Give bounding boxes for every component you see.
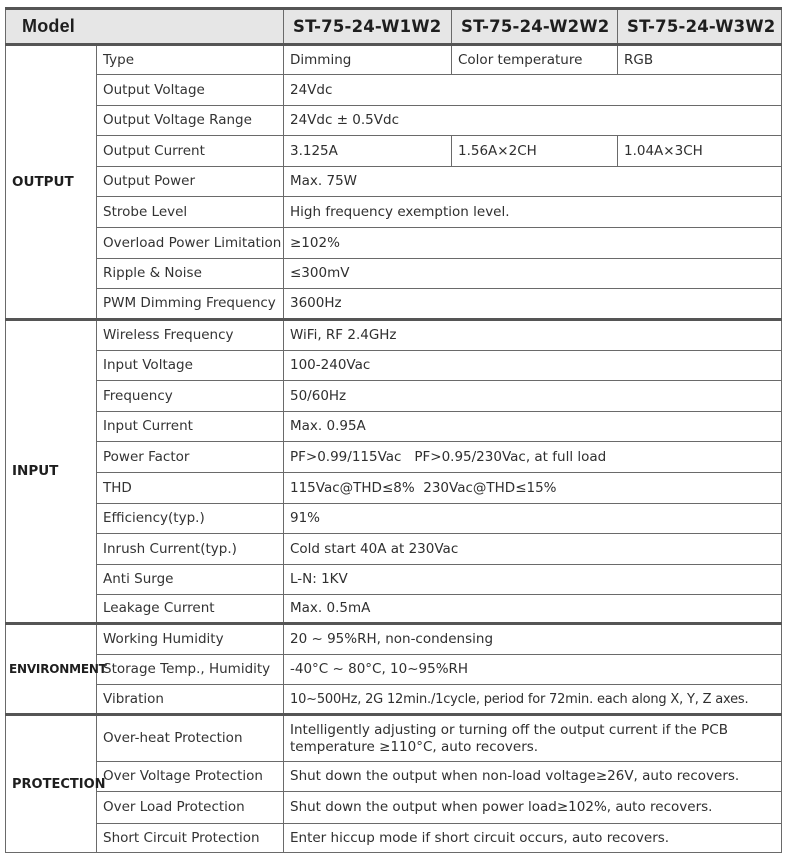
row-value: 24Vdc ± 0.5Vdc: [284, 106, 782, 136]
row-label: Leakage Current: [97, 595, 284, 624]
row-label: Over-heat Protection: [97, 715, 284, 762]
row-value: 91%: [284, 504, 782, 534]
spec-row-pwm-dimming-frequency: [6, 289, 782, 320]
spec-row-efficiency: [6, 504, 782, 534]
row-value: Color temperature: [452, 45, 618, 75]
spec-row-over-heat: [6, 715, 782, 762]
spec-row-anti-surge: [6, 565, 782, 595]
row-value: 3.125A: [284, 136, 452, 167]
row-value: 20 ~ 95%RH, non-condensing: [284, 624, 782, 655]
row-label: PWM Dimming Frequency: [97, 289, 284, 320]
spec-row-output-voltage-range: [6, 106, 782, 136]
row-label: Input Current: [97, 412, 284, 442]
header-row: [6, 9, 782, 45]
spec-row-leakage-current: [6, 595, 782, 624]
row-value: 3600Hz: [284, 289, 782, 320]
spec-row-storage-temp-humidity: [6, 655, 782, 685]
model-col-w2w2: ST-75-24-W2W2: [452, 9, 618, 45]
row-value: Intelligently adjusting or turning off the output current if the PCB temperature ≥110°C, auto recovers.: [284, 715, 782, 762]
row-label: Over Voltage Protection: [97, 762, 284, 792]
spec-row-output-power: [6, 167, 782, 197]
row-value: Max. 0.95A: [284, 412, 782, 442]
row-label: Output Current: [97, 136, 284, 167]
row-value: 24Vdc: [284, 75, 782, 106]
row-label: Frequency: [97, 381, 284, 412]
spec-row-output-voltage: [6, 75, 782, 106]
spec-table: [5, 7, 782, 853]
row-value: Enter hiccup mode if short circuit occurs, auto recovers.: [284, 824, 782, 853]
row-label: Output Voltage: [97, 75, 284, 106]
row-value: L-N: 1KV: [284, 565, 782, 595]
spec-row-power-factor: [6, 442, 782, 473]
row-label: THD: [97, 473, 284, 504]
section-environment: ENVIRONMENT: [6, 624, 97, 715]
spec-row-over-load: [6, 792, 782, 824]
row-value: 10~500Hz, 2G 12min./1cycle, period for 72min. each along X, Y, Z axes.: [284, 685, 782, 715]
spec-row-ripple-noise: [6, 259, 782, 289]
row-value: Max. 0.5mA: [284, 595, 782, 624]
row-value: High frequency exemption level.: [284, 197, 782, 228]
spec-row-vibration: [6, 685, 782, 715]
row-value: Shut down the output when power load≥102%, auto recovers.: [284, 792, 782, 824]
row-value: 100-240Vac: [284, 351, 782, 381]
spec-row-input-current: [6, 412, 782, 442]
row-label: Wireless Frequency: [97, 320, 284, 351]
row-value: 115Vac@THD≤8% 230Vac@THD≤15%: [284, 473, 782, 504]
row-label: Power Factor: [97, 442, 284, 473]
row-label: Working Humidity: [97, 624, 284, 655]
spec-row-input-voltage: [6, 351, 782, 381]
row-value: Max. 75W: [284, 167, 782, 197]
model-header: Model: [6, 9, 284, 45]
row-value: ≤300mV: [284, 259, 782, 289]
spec-row-frequency: [6, 381, 782, 412]
row-label: Inrush Current(typ.): [97, 534, 284, 565]
row-label: Output Power: [97, 167, 284, 197]
section-protection: PROTECTION: [6, 715, 97, 853]
row-label: Overload Power Limitation: [97, 228, 284, 259]
row-label: Strobe Level: [97, 197, 284, 228]
row-value: 1.56A×2CH: [452, 136, 618, 167]
row-value: Dimming: [284, 45, 452, 75]
row-label: Ripple & Noise: [97, 259, 284, 289]
model-col-w1w2: ST-75-24-W1W2: [284, 9, 452, 45]
row-label: Short Circuit Protection: [97, 824, 284, 853]
spec-row-overload-power-limitation: [6, 228, 782, 259]
row-label: Efficiency(typ.): [97, 504, 284, 534]
spec-row-working-humidity: [6, 624, 782, 655]
spec-row-short-circuit: [6, 824, 782, 853]
spec-row-output-current: [6, 136, 782, 167]
row-label: Output Voltage Range: [97, 106, 284, 136]
row-value: ≥102%: [284, 228, 782, 259]
spec-row-thd: [6, 473, 782, 504]
section-input: INPUT: [6, 320, 97, 624]
row-label: Storage Temp., Humidity: [97, 655, 284, 685]
row-value: 50/60Hz: [284, 381, 782, 412]
row-value: 1.04A×3CH: [618, 136, 782, 167]
row-label: Over Load Protection: [97, 792, 284, 824]
row-label: Type: [97, 45, 284, 75]
spec-row-strobe-level: [6, 197, 782, 228]
spec-row-wireless-frequency: [6, 320, 782, 351]
spec-row-type: [6, 45, 782, 75]
row-value: Shut down the output when non-load voltage≥26V, auto recovers.: [284, 762, 782, 792]
spec-row-inrush-current: [6, 534, 782, 565]
row-label: Anti Surge: [97, 565, 284, 595]
row-value: WiFi, RF 2.4GHz: [284, 320, 782, 351]
spec-row-over-voltage: [6, 762, 782, 792]
row-value: -40°C ~ 80°C, 10~95%RH: [284, 655, 782, 685]
row-label: Vibration: [97, 685, 284, 715]
row-value: PF>0.99/115Vac PF>0.95/230Vac, at full load: [284, 442, 782, 473]
row-value: RGB: [618, 45, 782, 75]
row-label: Input Voltage: [97, 351, 284, 381]
section-output: OUTPUT: [6, 45, 97, 320]
model-col-w3w2: ST-75-24-W3W2: [618, 9, 782, 45]
row-value: Cold start 40A at 230Vac: [284, 534, 782, 565]
